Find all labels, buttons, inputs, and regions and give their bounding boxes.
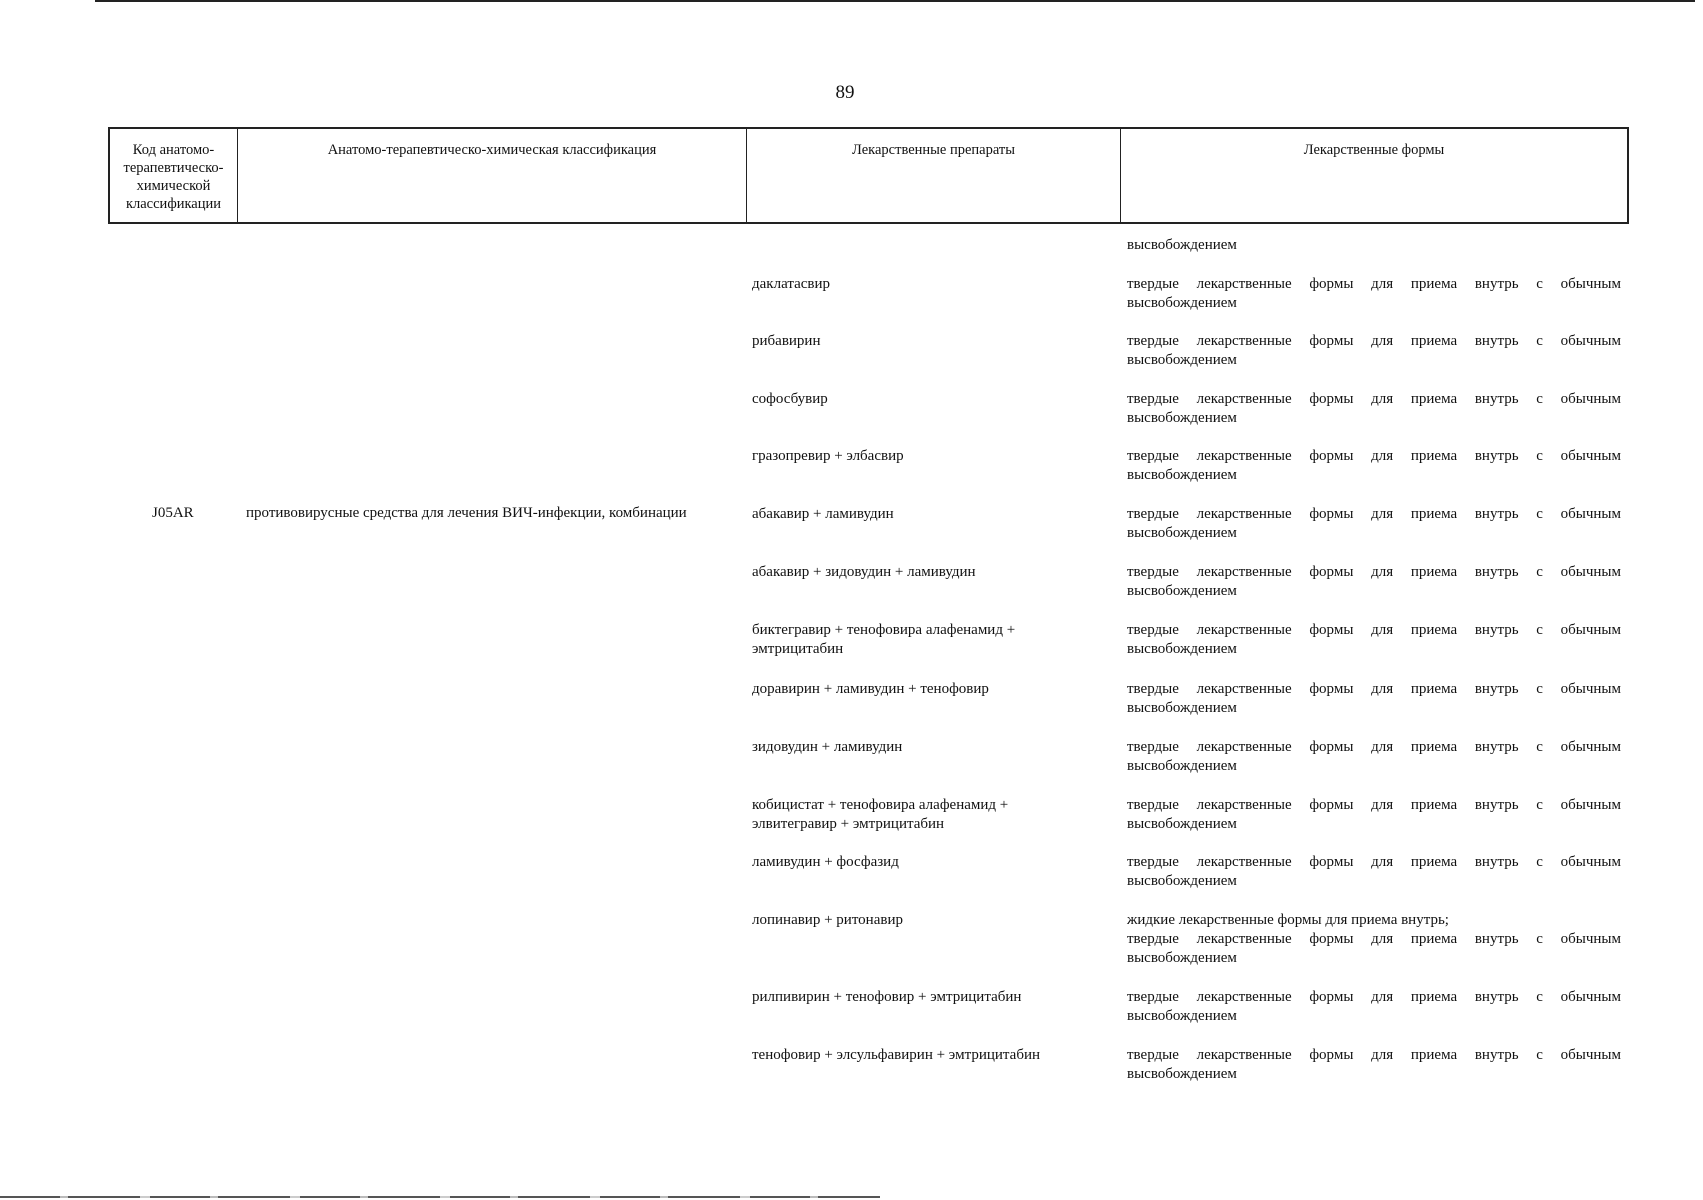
drug-form: твердые лекарственные формы для приема внутрь с обычным высвобождением — [1127, 276, 1621, 311]
drug-form-liquid: жидкие лекарственные формы для приема внутрь; — [1127, 912, 1449, 928]
drug-name: биктегравир + тенофовира алафенамид + эмтрицитабин — [752, 622, 1016, 657]
drug-name: даклатасвир — [752, 276, 830, 292]
header-drugs: Лекарственные препараты — [747, 129, 1121, 222]
drug-form: твердые лекарственные формы для приема внутрь с обычным высвобождением — [1127, 448, 1621, 483]
drug-form-group — [1127, 911, 1621, 968]
drug-form: твердые лекарственные формы для приема внутрь с обычным высвобождением — [1127, 564, 1621, 599]
drug-name: рилпивирин + тенофовир + эмтрицитабин — [752, 989, 1022, 1005]
page-number: 89 — [835, 82, 855, 103]
header-code: Код анатомо-терапевтическо-химической классификации — [110, 129, 238, 222]
drug-name: рибавирин — [752, 333, 821, 349]
drug-form: твердые лекарственные формы для приема внутрь с обычным высвобождением — [1127, 854, 1621, 889]
top-rule — [95, 0, 1695, 2]
drug-form: твердые лекарственные формы для приема внутрь с обычным высвобождением — [1127, 622, 1621, 657]
drug-name: абакавир + ламивудин — [752, 506, 894, 522]
drug-name: доравирин + ламивудин + тенофовир — [752, 681, 989, 697]
drug-form: твердые лекарственные формы для приема внутрь с обычным высвобождением — [1127, 506, 1621, 541]
drug-form: твердые лекарственные формы для приема внутрь с обычным высвобождением — [1127, 931, 1621, 966]
drug-form: твердые лекарственные формы для приема внутрь с обычным высвобождением — [1127, 681, 1621, 716]
atc-classification: противовирусные средства для лечения ВИЧ-инфекции, комбинации — [246, 505, 687, 521]
drug-form: твердые лекарственные формы для приема внутрь с обычным высвобождением — [1127, 989, 1621, 1024]
header-forms: Лекарственные формы — [1303, 142, 1445, 158]
drug-name: зидовудин + ламивудин — [752, 739, 903, 755]
drug-name: кобицистат + тенофовира алафенамид + элвитегравир + эмтрицитабин — [752, 797, 1009, 832]
drug-form: твердые лекарственные формы для приема внутрь с обычным высвобождением — [1127, 739, 1621, 774]
bottom-rule — [0, 1196, 880, 1198]
drug-form: твердые лекарственные формы для приема внутрь с обычным высвобождением — [1127, 333, 1621, 368]
drug-form: твердые лекарственные формы для приема внутрь с обычным высвобождением — [1127, 391, 1621, 426]
drug-name: софосбувир — [752, 391, 828, 407]
drug-name: абакавир + зидовудин + ламивудин — [752, 564, 976, 580]
drug-form: твердые лекарственные формы для приема внутрь с обычным высвобождением — [1127, 1047, 1621, 1082]
drug-name: лопинавир + ритонавир — [752, 912, 903, 928]
atc-code: J05AR — [152, 505, 194, 521]
drug-form: твердые лекарственные формы для приема внутрь с обычным высвобождением — [1127, 797, 1621, 832]
table-header — [108, 127, 1629, 224]
header-classification: Анатомо-терапевтическо-химическая классификация — [238, 129, 747, 222]
drug-name: ламивудин + фосфазид — [752, 854, 899, 870]
drug-name: гразопревир + элбасвир — [752, 448, 904, 464]
continuation-form: высвобождением — [1127, 237, 1237, 253]
drug-name: тенофовир + элсульфавирин + эмтрицитабин — [752, 1047, 1041, 1063]
